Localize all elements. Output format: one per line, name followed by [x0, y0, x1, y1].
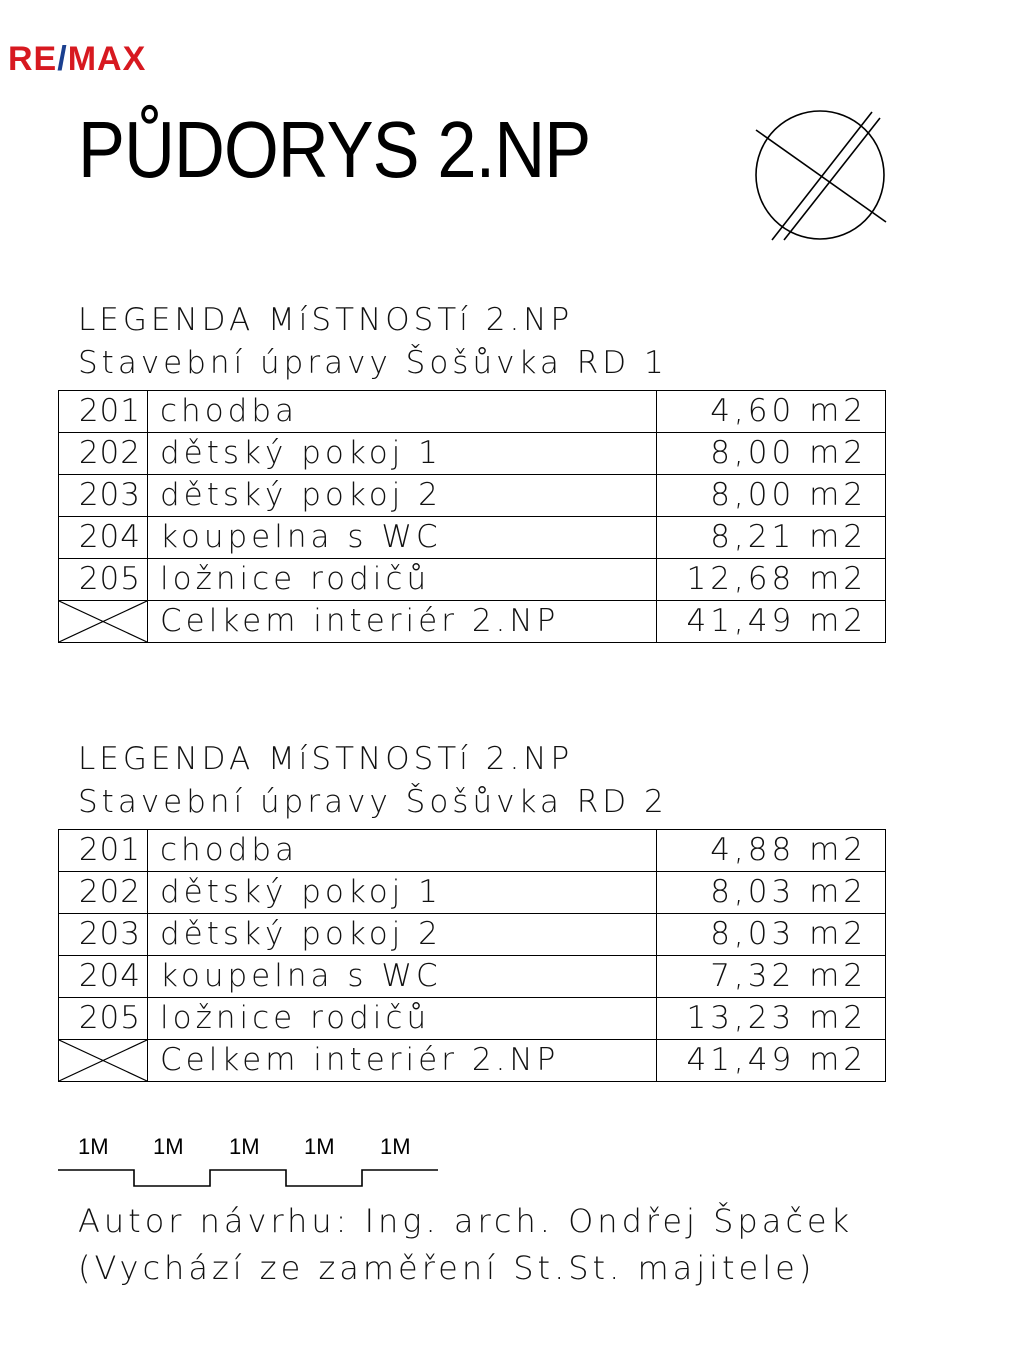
room-name: koupelna s WC: [148, 956, 657, 998]
author-note: (Vychází ze zaměření St.St. majitele): [78, 1249, 816, 1287]
table-row: [59, 830, 886, 872]
table-row: [59, 559, 886, 601]
room-number: 205: [59, 998, 148, 1040]
room-name: dětský pokoj 1: [148, 872, 657, 914]
legend-table: [58, 829, 886, 1082]
room-area: 4,60 m2: [657, 391, 886, 433]
total-label: Celkem interiér 2.NP: [148, 1040, 657, 1082]
room-area: 12,68 m2: [657, 559, 886, 601]
scale-label: 1M: [380, 1134, 411, 1159]
room-name: ložnice rodičů: [148, 559, 657, 601]
room-name: chodba: [148, 830, 657, 872]
room-name: dětský pokoj 1: [148, 433, 657, 475]
table-row-total: [59, 1040, 886, 1082]
legend-heading: LEGENDA MíSTNOSTí 2.NP: [78, 741, 574, 777]
room-name: ložnice rodičů: [148, 998, 657, 1040]
table-row: [59, 956, 886, 998]
cross-icon: [59, 601, 148, 643]
scale-label: 1M: [304, 1134, 335, 1159]
room-area: 8,00 m2: [657, 433, 886, 475]
scale-bar: [58, 1132, 458, 1192]
room-area: 4,88 m2: [657, 830, 886, 872]
scale-label: 1M: [78, 1134, 109, 1159]
north-arrow-icon: [740, 100, 900, 250]
room-number: 205: [59, 559, 148, 601]
total-area: 41,49 m2: [657, 1040, 886, 1082]
scale-bar-graphic: [58, 1162, 458, 1192]
table-row: [59, 998, 886, 1040]
page-title: PŮDORYS 2.NP: [78, 105, 591, 194]
room-number: 201: [59, 830, 148, 872]
total-label: Celkem interiér 2.NP: [148, 601, 657, 643]
room-area: 8,03 m2: [657, 872, 886, 914]
table-row: [59, 433, 886, 475]
table-row: [59, 914, 886, 956]
room-name: chodba: [148, 391, 657, 433]
room-number: 201: [59, 391, 148, 433]
room-name: dětský pokoj 2: [148, 914, 657, 956]
legend-subheading: Stavební úpravy Šošůvka RD 1: [78, 345, 668, 381]
room-number: 202: [59, 433, 148, 475]
room-area: 7,32 m2: [657, 956, 886, 998]
table-row-total: [59, 601, 886, 643]
room-number: 203: [59, 475, 148, 517]
cross-icon: [59, 1040, 148, 1082]
room-area: 13,23 m2: [657, 998, 886, 1040]
remax-logo: RE/MAX: [8, 40, 147, 78]
scale-label: 1M: [229, 1134, 260, 1159]
legend-subheading: Stavební úpravy Šošůvka RD 2: [78, 784, 668, 820]
author-line: Autor návrhu: Ing. arch. Ondřej Špaček: [78, 1202, 854, 1240]
total-area: 41,49 m2: [657, 601, 886, 643]
table-row: [59, 391, 886, 433]
room-area: 8,03 m2: [657, 914, 886, 956]
room-area: 8,00 m2: [657, 475, 886, 517]
room-number: 204: [59, 517, 148, 559]
table-row: [59, 872, 886, 914]
room-number: 203: [59, 914, 148, 956]
room-number: 202: [59, 872, 148, 914]
table-row: [59, 517, 886, 559]
room-area: 8,21 m2: [657, 517, 886, 559]
room-name: koupelna s WC: [148, 517, 657, 559]
room-number: 204: [59, 956, 148, 998]
room-name: dětský pokoj 2: [148, 475, 657, 517]
table-row: [59, 475, 886, 517]
legend-table: [58, 390, 886, 643]
legend-heading: LEGENDA MíSTNOSTí 2.NP: [78, 302, 574, 338]
scale-label: 1M: [153, 1134, 184, 1159]
